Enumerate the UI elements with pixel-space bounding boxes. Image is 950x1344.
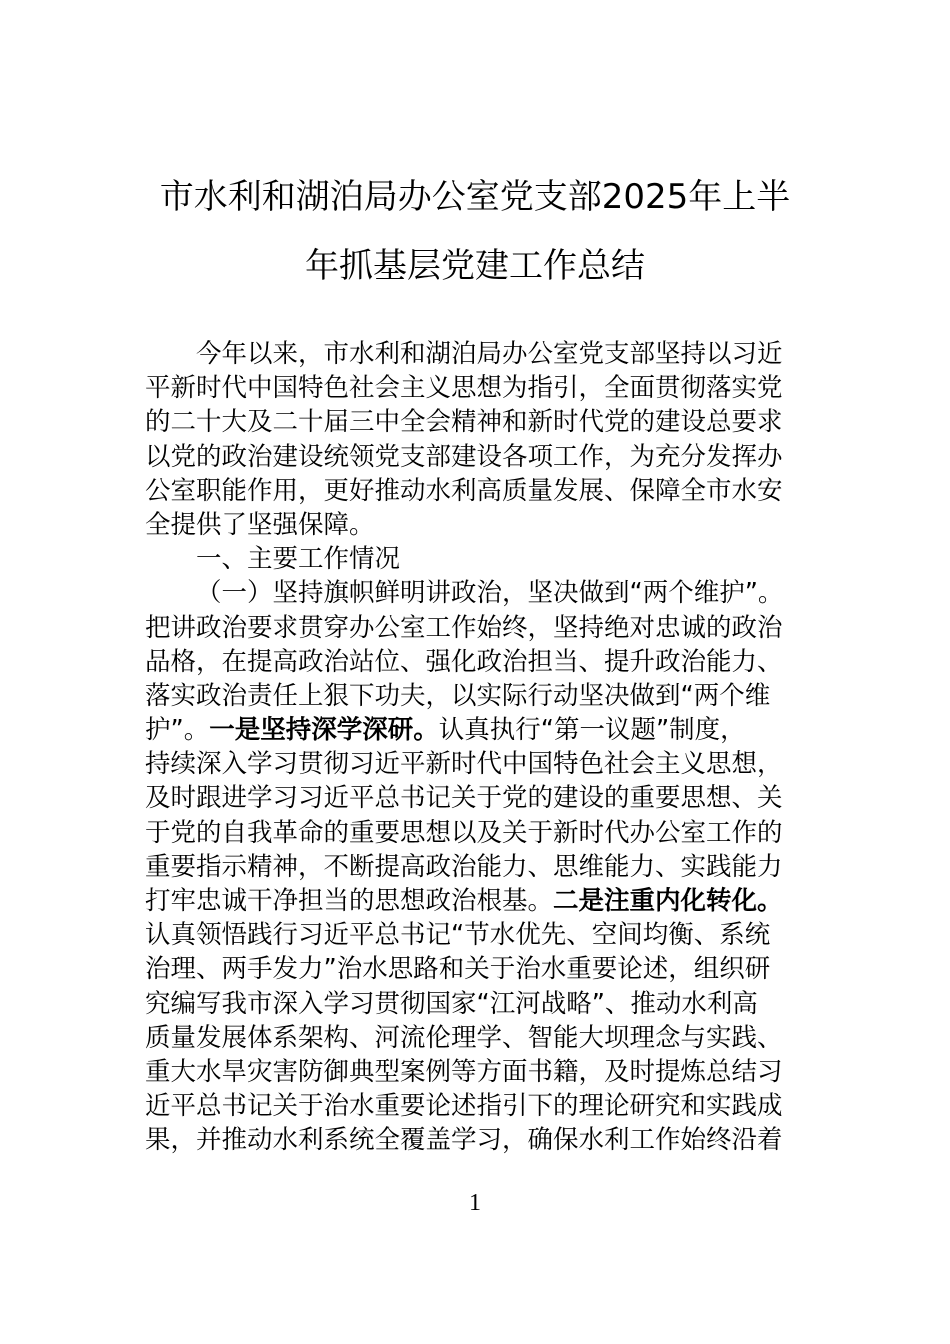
text-run: 落实政治责任上狠下功夫，以实际行动坚决做到“两个维: [145, 680, 771, 711]
page-number: 1: [469, 1190, 481, 1216]
body-line: [145, 611, 825, 645]
body-line: [145, 1123, 825, 1157]
body-line: [145, 1089, 825, 1123]
text-run: 以党的政治建设统领党支部建设各项工作，为充分发挥办: [145, 441, 783, 472]
text-run: 全提供了坚强保障。: [145, 509, 375, 540]
body-line: [145, 952, 825, 986]
body-line: [145, 1021, 825, 1055]
text-run: 公室职能作用，更好推动水利高质量发展、保障全市水安: [145, 475, 783, 506]
body-line: [145, 918, 825, 952]
body-line: [145, 987, 825, 1021]
text-run: 重大水旱灾害防御典型案例等方面书籍，及时提炼总结习: [145, 1056, 783, 1087]
body-line: [145, 508, 825, 542]
body-line: [145, 713, 825, 747]
text-run: 重要指示精神，不断提高政治能力、思维能力、实践能力: [145, 851, 783, 882]
body-line: [145, 679, 825, 713]
text-run: 认真执行“第一议题”制度，: [438, 715, 746, 746]
text-run: 及时跟进学习习近平总书记关于党的建设的重要思想、关: [145, 783, 783, 814]
bold-phrase: 二是注重内化转化。: [553, 886, 783, 916]
body-line: [145, 440, 825, 474]
body-line: [145, 850, 825, 884]
text-run: 平新时代中国特色社会主义思想为指引，全面贯彻落实党: [145, 373, 783, 404]
body-line: [145, 747, 825, 781]
text-run: 的二十大及二十届三中全会精神和新时代党的建设总要求: [145, 407, 783, 438]
text-run: 治理、两手发力”治水思路和关于治水重要论述，组织研: [145, 954, 771, 985]
body-line: [145, 816, 825, 850]
text-run: 护”。: [145, 715, 210, 746]
text-run: 把讲政治要求贯穿办公室工作始终，坚持绝对忠诚的政治: [145, 612, 783, 643]
text-run: 认真领悟践行习近平总书记“节水优先、空间均衡、系统: [145, 920, 771, 951]
document-title-line-1: 市水利和湖泊局办公室党支部2025年上半: [159, 177, 791, 217]
text-run: 究编写我市深入学习贯彻国家“江河战略”、推动水利高: [145, 988, 758, 1019]
document-title-line-2: 年抓基层党建工作总结: [305, 246, 645, 286]
text-run: 近平总书记关于治水重要论述指引下的理论研究和实践成: [145, 1091, 783, 1122]
body-line: [145, 576, 825, 610]
text-run: 品格，在提高政治站位、强化政治担当、提升政治能力、: [145, 646, 783, 677]
body-line: [145, 405, 825, 439]
document-body: [145, 337, 825, 1158]
body-line: [145, 1055, 825, 1089]
text-run: 于党的自我革命的重要思想以及关于新时代办公室工作的: [145, 817, 783, 848]
body-line: [145, 645, 825, 679]
text-run: 今年以来，市水利和湖泊局办公室党支部坚持以习近: [196, 339, 783, 369]
text-run: （一）坚持旗帜鲜明讲政治，坚决做到“两个维护”。: [196, 578, 784, 609]
text-run: 持续深入学习贯彻习近平新时代中国特色社会主义思想，: [145, 749, 783, 780]
text-run: 一、主要工作情况: [196, 544, 401, 575]
text-run: 打牢忠诚干净担当的思想政治根基。: [145, 886, 554, 916]
body-line: [145, 371, 825, 405]
text-run: 质量发展体系架构、河流伦理学、智能大坝理念与实践、: [145, 1022, 783, 1053]
text-run: 果，并推动水利系统全覆盖学习，确保水利工作始终沿着: [145, 1125, 783, 1156]
body-line: [145, 542, 825, 576]
body-line: [145, 884, 825, 918]
bold-phrase: 一是坚持深学深研。: [209, 715, 439, 746]
body-line: [145, 781, 825, 815]
body-line: [145, 474, 825, 508]
body-line: [145, 337, 825, 371]
